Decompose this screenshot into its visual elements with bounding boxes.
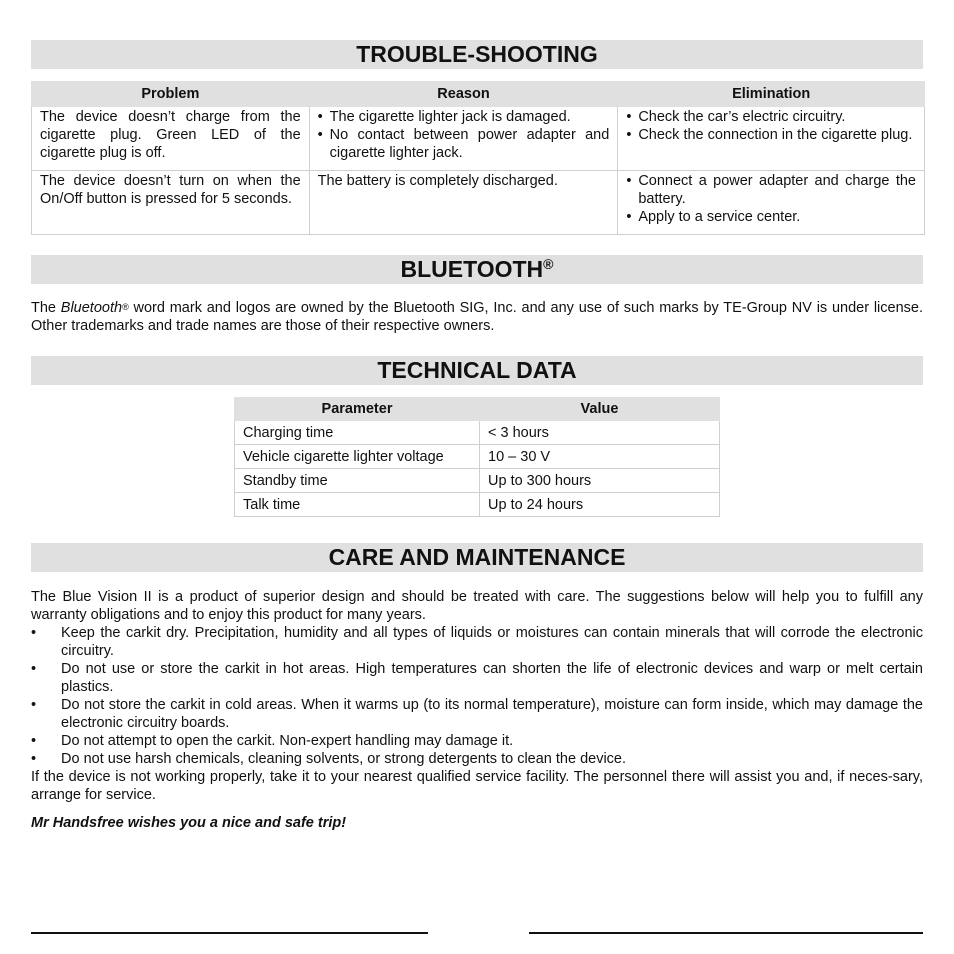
list-item-text: Do not use or store the carkit in hot areas. High temperatures can shorten the life of electronic devices and warp or melt certain plastics. [61, 661, 923, 695]
table-row [235, 421, 720, 445]
bullet: • [31, 697, 37, 713]
troubleshooting-heading [31, 40, 923, 69]
list-item [31, 696, 923, 732]
value-cell: Up to 300 hours [480, 469, 720, 493]
elimination-cell [618, 107, 925, 171]
list-item: • Check the connection in the cigarette plug. [626, 126, 916, 144]
list-item [31, 624, 923, 660]
table-row [32, 171, 925, 235]
technical-data-title: TECHNICAL DATA [377, 357, 577, 383]
bullet: • [31, 751, 37, 767]
list-item: • No contact between power adapter and cigarette lighter jack. [318, 126, 610, 162]
footer-rule-left [31, 932, 428, 934]
value-cell: Up to 24 hours [480, 493, 720, 517]
list-item: • Connect a power adapter and charge the battery. [626, 172, 916, 208]
list-item-text: Do not store the carkit in cold areas. When it warms up (to its normal temperature), moisture can form inside, which may damage the electronic circuitry boards. [61, 697, 923, 731]
problem-cell: The device doesn’t charge from the cigarette plug. Green LED of the cigarette plug is off. [32, 107, 310, 171]
troubleshooting-title: TROUBLE-SHOOTING [356, 41, 598, 67]
elimination-cell [618, 171, 925, 235]
list-item: • The cigarette lighter jack is damaged. [318, 108, 610, 126]
table-row [32, 107, 925, 171]
care-body [31, 588, 923, 804]
table-header-row [235, 398, 720, 421]
bullet: • [31, 661, 37, 677]
care-outro: If the device is not working properly, take it to your nearest qualified service facility. The personnel there will assist you and, if neces-sary, arrange for service. [31, 769, 923, 803]
list-item: • Apply to a service center. [626, 208, 916, 226]
value-cell: < 3 hours [480, 421, 720, 445]
bluetooth-title: BLUETOOTH [400, 256, 544, 282]
bullet: • [31, 625, 37, 641]
column-header-elimination: Elimination [618, 82, 925, 107]
problem-cell: The device doesn’t turn on when the On/Off button is pressed for 5 seconds. [32, 171, 310, 235]
bullet: • [31, 733, 37, 749]
technical-data-table [234, 397, 720, 517]
list-item-text: Keep the carkit dry. Precipitation, humidity and all types of liquids or moistures can contain minerals that will corrode the electronic circuitry. [61, 625, 923, 659]
list-item-text: Do not attempt to open the carkit. Non-expert handling may damage it. [61, 733, 514, 749]
bluetooth-brand: Bluetooth [60, 300, 123, 316]
table-row [235, 469, 720, 493]
table-row [235, 493, 720, 517]
registered-mark: ® [122, 302, 129, 312]
list-item-text: Do not use harsh chemicals, cleaning solvents, or strong detergents to clean the device. [61, 751, 627, 767]
parameter-cell: Charging time [235, 421, 480, 445]
closing-line: Mr Handsfree wishes you a nice and safe trip! [31, 815, 347, 831]
parameter-cell: Standby time [235, 469, 480, 493]
care-heading [31, 543, 923, 572]
table-row [235, 445, 720, 469]
value-cell: 10 – 30 V [480, 445, 720, 469]
table-header-row [32, 82, 925, 107]
list-item: • Check the car’s electric circuitry. [626, 108, 916, 126]
list-item [31, 750, 923, 768]
column-header-parameter: Parameter [235, 398, 480, 421]
list-item [31, 732, 923, 750]
reason-cell [309, 107, 618, 171]
care-list [31, 624, 923, 768]
technical-data-heading [31, 356, 923, 385]
troubleshooting-table [31, 81, 925, 235]
registered-mark: ® [543, 256, 554, 272]
bluetooth-heading [31, 255, 923, 284]
care-title: CARE AND MAINTENANCE [328, 544, 626, 570]
reason-cell: The battery is completely discharged. [309, 171, 618, 235]
parameter-cell: Talk time [235, 493, 480, 517]
column-header-problem: Problem [32, 82, 310, 107]
column-header-value: Value [480, 398, 720, 421]
bluetooth-text-prefix: The [31, 300, 61, 316]
care-intro: The Blue Vision II is a product of superior design and should be treated with care. The suggestions below will help you to fulfill any warranty obligations and to enjoy this product for many years. [31, 589, 923, 623]
bluetooth-notice [31, 299, 923, 335]
column-header-reason: Reason [309, 82, 618, 107]
footer-rule-right [529, 932, 923, 934]
parameter-cell: Vehicle cigarette lighter voltage [235, 445, 480, 469]
list-item [31, 660, 923, 696]
bluetooth-text-suffix: word mark and logos are owned by the Bluetooth SIG, Inc. and any use of such marks by TE-Group NV is under license. Other trademarks and trade names are those of their respective owners. [31, 300, 923, 334]
